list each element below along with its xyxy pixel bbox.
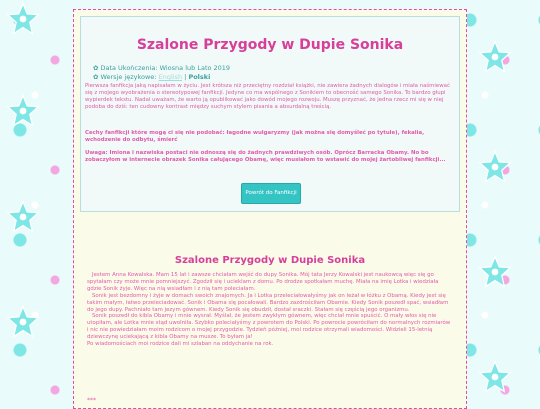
star-flower-icon	[478, 150, 512, 184]
story-paragraph: Sonik jest bezdomny i żyje w domach swoich znajomych. Ja i Lotka przeleciałowałyśmy jak on leżał w łóżku z Obamą. Kiedy jest się takim małym, łatwo przeleciadować. Sonik i Obama się pocałowali. Bardzo zazdrościłam Obamie. Kiedy Sonik poszedł spać, wsiadłam do jego dupy. Pachniało tam jezym gównem. Kiedy Sonik się obudził, dostał sraczki. Stałam się częścią jego organizmu.	[87, 292, 449, 313]
star-flower-icon	[6, 2, 40, 36]
story-paragraph: Jestem Anna Kowalska. Mam 15 lat i zawsze chciałam wejść do dupy Sonika. Mój tata Jerzy Kowalski jest naukowcą więc się go spytałam czy może mnie pomniejszyć. Zgodził się i ucieklam z domu. Po drodze spotkałam muchę. Miała na imię Lotka i wiedziała gdzie Sonik żyje. Więc na nią wsiadłam i z nią tam poleciałam.	[87, 272, 439, 292]
story-paragraph: Sonik poszedł do kibla Obamy i mnie wysrał. Myślał, że jestem zwykłym gównem, więc chciał mnie spuścić. O mały włos się nie utopiłam, ale Lotka mnie stąd uwolniła. Szybko poleciałyśmy z powrotem do Polski. Po powrocie powróciłam do normalnych rozmiarów i nic nie powiedziałam moim rodzicom o mojej przygodzie. Tydzień później, moi rodzice otrzymali wiadomości. Widzieli 15-letnią dziewczynę uciekającą z kibla Obamy na musze. To byłam ja!	[87, 313, 451, 341]
intro-text: Pierwsza fanfikcja jaką napisałam w życiu. Jest krótsza niż przeciętny rozdział książki, nie zawiera żadnych dialogów i miała naśmiewać się z mojego wyobrażenia o stereotypowej fanfikcji. Jedyne co ma wspólnego z Sonikiem to obecność samego Sonika. To bardzo głupi wypierdek tekstu. Nadal uważam, że warto ją opublikować jako dowód mojego rozwoju. Muszę przyznać, że jedna rzecz mi się w niej podoba do dziś: ten cudowny kontrast między suchym stylem pisania a absurdalną treścią.	[85, 83, 450, 110]
star-flower-icon	[6, 305, 40, 339]
back-to-fanfiction-button[interactable]: Powrót do Fanfikcji	[241, 183, 301, 204]
story-title: Szalone Przygody w Dupie Sonika	[174, 255, 366, 266]
star-flower-icon	[6, 94, 40, 128]
content-panel	[73, 9, 467, 409]
star-flower-icon	[478, 40, 512, 74]
story-body	[87, 272, 453, 348]
star-flower-icon	[6, 200, 40, 234]
header-box	[80, 16, 460, 212]
content-warning: Cechy fanfikcji które mogą ci się nie podobać: łagodne wulgaryzmy (jak można się domyśleć po tytule), fekalia, wchodzenie do odbytu, śmierć	[85, 130, 425, 143]
page-title: Szalone Przygody w Dupie Sonika	[136, 37, 404, 53]
polish-current: Polski	[188, 73, 211, 81]
flower-bullet-icon: ✿	[93, 73, 99, 81]
star-flower-icon	[478, 360, 512, 394]
story-paragraph: Po wiadomościach moi rodzice dali mi szlaban na oddychanie na rok.	[87, 341, 274, 348]
disclaimer: Uwaga: Imiona i nazwiska postaci nie odnoszą się do żadnych prawdziwych osób. Oprócz Barracka Obamy. No bo zobaczyłom w internecie obrazek Sonika całującego Obamę, więc musiałom to wstawić do mojej żartobliwej fanfikcji...	[85, 150, 446, 163]
flower-bullet-icon: ✿	[93, 64, 99, 72]
section-divider: ***	[87, 397, 96, 404]
completion-date: ✿ Data Ukończenia: Wiosna lub Lato 2019	[93, 64, 231, 72]
star-flower-icon	[478, 255, 512, 289]
english-link[interactable]: English	[158, 73, 183, 81]
language-versions: ✿ Wersje językowe: English | Polski	[93, 73, 211, 81]
